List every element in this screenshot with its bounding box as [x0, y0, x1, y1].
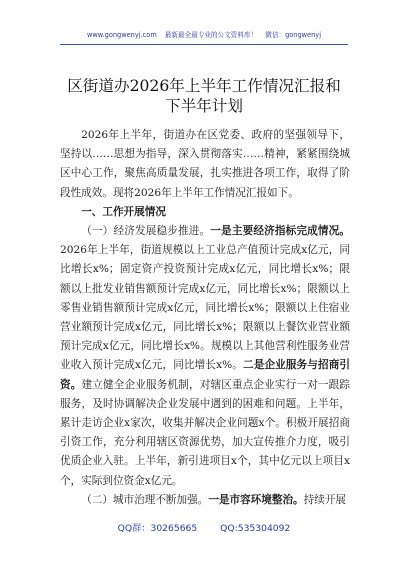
page-footer — [0, 520, 408, 534]
governance-paragraph — [60, 491, 350, 510]
document-title: 区街道办2026年上半年工作情况汇报和下半年计划 — [67, 77, 341, 115]
economy-lead: （一）经济发展稳步推进。 — [81, 225, 211, 238]
economy-point-2: 二是企业服务与招商引资。 — [60, 359, 351, 391]
site-header — [0, 30, 408, 40]
governance-point-1: 一是市容环境整治。 — [208, 493, 304, 506]
qq-group: QQ群：30265665 — [117, 523, 198, 534]
governance-detail-1: 持续开展 — [303, 493, 347, 506]
intro-paragraph: 2026年上半年，街道办在区党委、政府的坚强领导下，坚持以……思想为指导，深入贯彻落实……精神，紧紧围绕城区中心工作，聚焦高质量发展，扎实推进各项工作，取得了阶段性成效。现将2026年上半年工作情况汇报如下。 — [60, 129, 350, 199]
economy-point-1: 一是主要经济指标完成情况。 — [210, 225, 350, 238]
wechat-id: 微信：gongwenyj — [265, 31, 322, 39]
governance-lead: （二）城市治理不断加强。 — [81, 493, 209, 506]
section-heading: 一、工作开展情况 — [81, 205, 166, 218]
economy-detail-1: 2026年上半年，街道规模以上工业总产值预计完成x亿元，同比增长x%；固定资产投资预计完成x亿元，同比增长x%；限额以上批发业销售额预计完成x亿元，同比增长x%；限额以上零售业销售额预计完成x亿元，同比增长x%；限额以上住宿业营业额预计完成x亿元，同比增长x%；限额以上餐饮业营业额预计完成x亿元，同比增长x%。规模以上其他营利性服务业营业收入预计完成x亿元，同比增长x%。 — [60, 244, 350, 372]
document-body — [60, 126, 350, 510]
qq-contact: QQ:535304092 — [220, 523, 291, 534]
header-divider — [60, 44, 348, 45]
site-url[interactable]: www.gongwenyj.com — [86, 31, 157, 39]
site-slogan: 最新最全最专业的公文资料库！ — [164, 31, 258, 39]
economy-paragraph — [60, 222, 350, 491]
economy-detail-2: 建立健全企业服务机制，对辖区重点企业实行一对一跟踪服务，及时协调解决企业发展中遇到的困难和问题。上半年，累计走访企业x家次，收集并解决企业问题x个。积极开展招商引资工作，充分利用辖区资源优势，加大宣传推介力度，吸引优质企业入驻。上半年，新引进项目x个，其中亿元以上项目x个，实际到位资金x亿元。 — [60, 378, 351, 487]
